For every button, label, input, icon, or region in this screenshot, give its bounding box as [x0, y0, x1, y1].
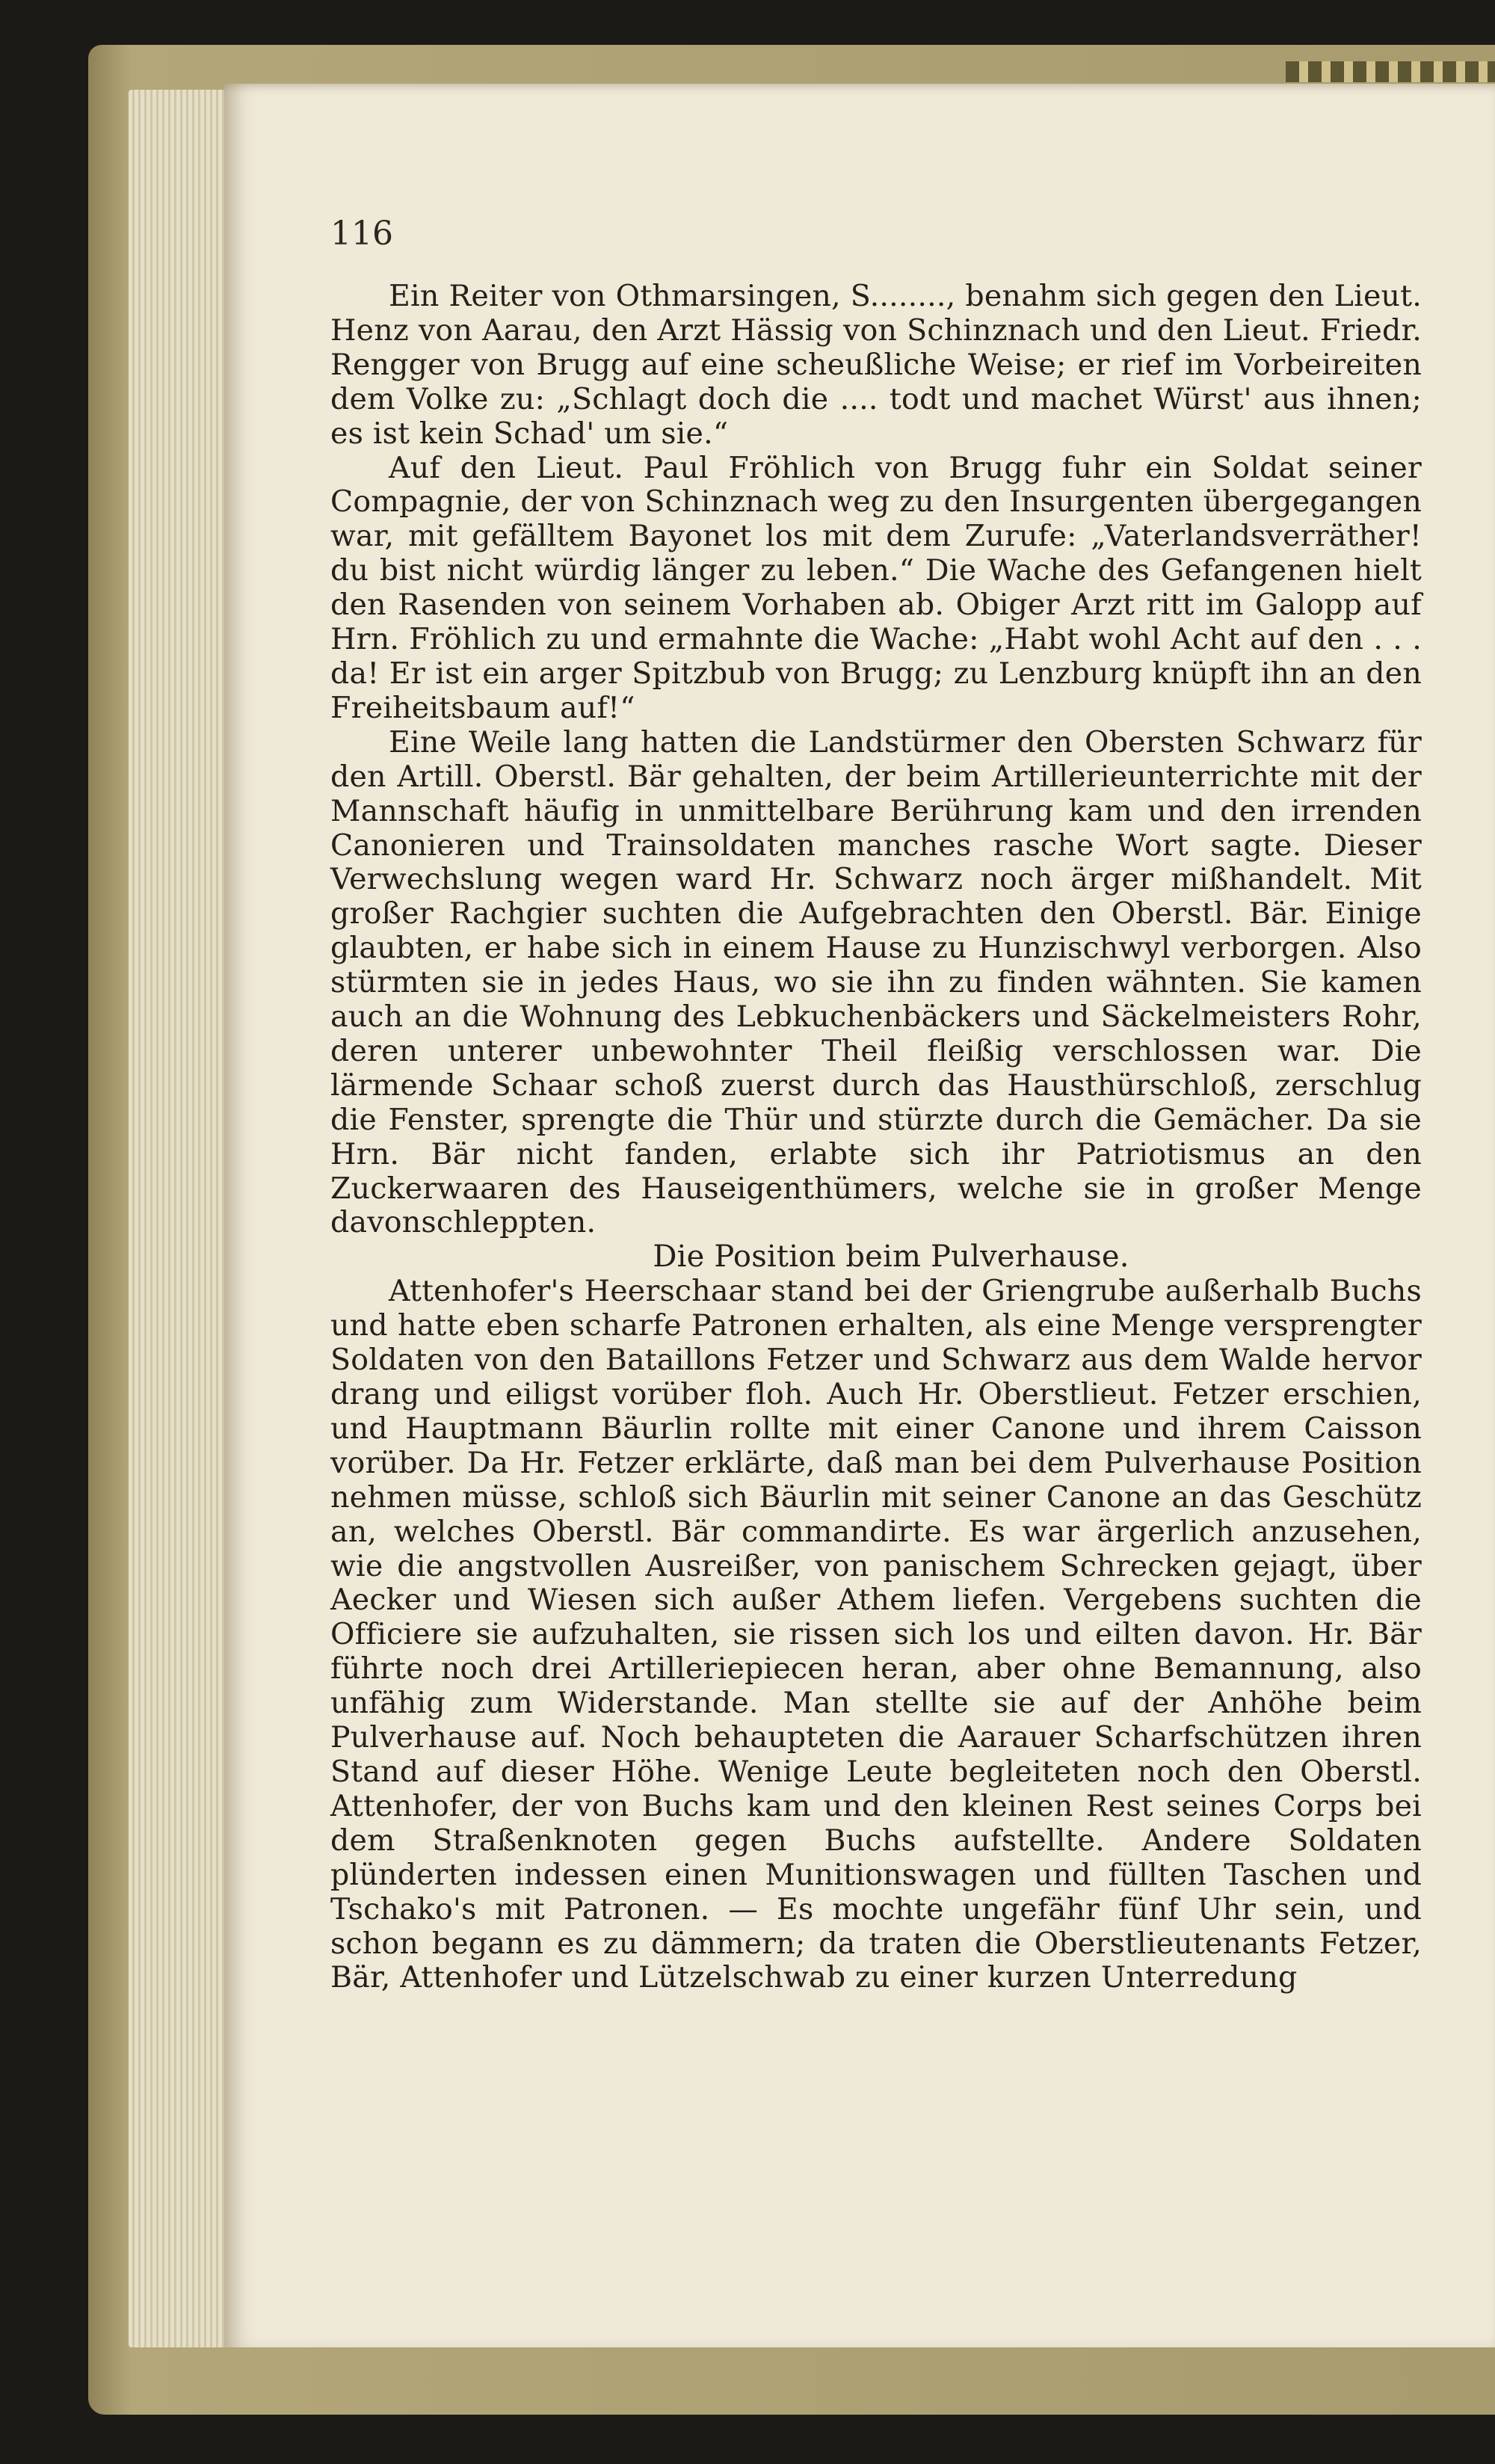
paragraph: Ein Reiter von Othmarsingen, S........, benahm sich gegen den Lieut. Henz von Aarau, den Arzt Hässig von Schinznach und den Lieut. Friedr. Rengger von Brugg auf eine scheußliche Weise; er rief im Vorbeireiten dem Volke zu: „Schlagt doch die .... todt und machet Würst' aus ihnen; es ist kein Schad' um sie.“ [330, 279, 1422, 451]
paragraph: Eine Weile lang hatten die Landstürmer den Obersten Schwarz für den Artill. Oberstl. Bär gehalten, der beim Artillerieunterrichte mit der Mannschaft häufig in unmittelbare Berührung kam und den irrenden Canonieren und Trainsoldaten manches rasche Wort sagte. Dieser Verwechslung wegen ward Hr. Schwarz noch ärger mißhandelt. Mit großer Rachgier suchten die Aufgebrachten den Oberstl. Bär. Einige glaubten, er habe sich in einem Hause zu Hunzischwyl verborgen. Also stürmten sie in jedes Haus, wo sie ihn zu finden wähnten. Sie kamen auch an die Wohnung des Lebkuchenbäckers und Säckelmeisters Rohr, deren unterer unbewohnter Theil fleißig verschlossen war. Die lärmende Schaar schoß zuerst durch das Hausthürschloß, zerschlug die Fenster, sprengte die Thür und stürzte durch die Gemächer. Da sie Hrn. Bär nicht fanden, erlabte sich ihr Patriotismus an den Zuckerwaaren des Hauseigenthümers, welche sie in großer Menge davonschleppten. [330, 724, 1422, 1240]
page-text [330, 280, 1422, 1995]
cover-edge-strip [1286, 61, 1495, 82]
book-page [224, 84, 1495, 2347]
section-heading: Die Position beim Pulverhause. [653, 1239, 1129, 1275]
page-number: 116 [330, 215, 393, 253]
paragraph: Auf den Lieut. Paul Fröhlich von Brugg fuhr ein Soldat seiner Compagnie, der von Schinznach weg zu den Insurgenten übergegangen war, mit gefälltem Bayonet los mit dem Zurufe: „Vaterlandsverräther! du bist nicht würdig länger zu leben.“ Die Wache des Gefangenen hielt den Rasenden von seinem Vorhaben ab. Obiger Arzt ritt im Galopp auf Hrn. Fröhlich zu und ermahnte die Wache: „Habt wohl Acht auf den . . . da! Er ist ein arger Spitzbub von Brugg; zu Lenzburg knüpft ihn an den Freiheitsbaum auf!“ [330, 450, 1422, 725]
paragraph: Attenhofer's Heerschaar stand bei der Griengrube außerhalb Buchs und hatte eben scharfe Patronen erhalten, als eine Menge versprengter Soldaten von den Bataillons Fetzer und Schwarz aus dem Walde hervor drang und eiligst vorüber floh. Auch Hr. Oberstlieut. Fetzer erschien, und Hauptmann Bäurlin rollte mit einer Canone und ihrem Caisson vorüber. Da Hr. Fetzer erklärte, daß man bei dem Pulverhause Position nehmen müsse, schloß sich Bäurlin mit seiner Canone an das Geschütz an, welches Oberstl. Bär commandirte. Es war ärgerlich anzusehen, wie die angstvollen Ausreißer, von panischem Schrecken gejagt, über Aecker und Wiesen sich außer Athem liefen. Vergebens suchten die Officiere sie aufzuhalten, sie rissen sich los und eilten davon. Hr. Bär führte noch drei Artilleriepiecen heran, aber ohne Bemannung, also unfähig zum Widerstande. Man stellte sie auf der Anhöhe beim Pulverhause auf. Noch behaupteten die Aarauer Scharfschützen ihren Stand auf dieser Höhe. Wenige Leute begleiteten noch den Oberstl. Attenhofer, der von Buchs kam und den kleinen Rest seines Corps bei dem Straßenknoten gegen Buchs aufstellte. Andere Soldaten plünderten indessen einen Munitionswagen und füllten Taschen und Tschako's mit Patronen. — Es mochte ungefähr fünf Uhr sein, und schon begann es zu dämmern; da traten die Oberstlieutenants Fetzer, Bär, Attenhofer und Lützelschwab zu einer kurzen Unterredung [330, 1274, 1422, 1995]
